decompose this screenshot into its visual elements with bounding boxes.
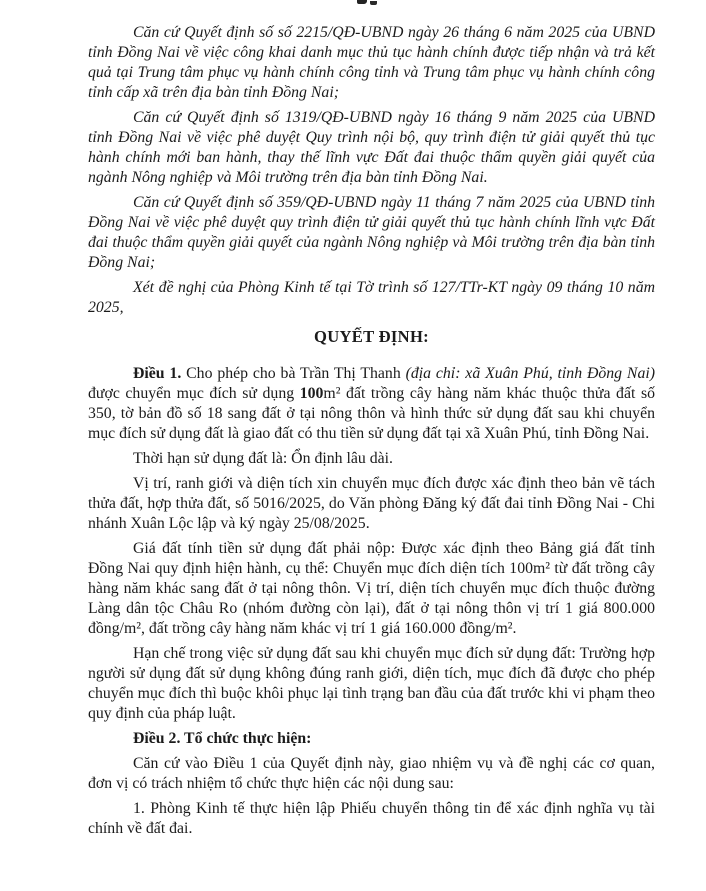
preamble-proposal-clause: Xét đề nghị của Phòng Kinh tế tại Tờ trình số 127/TTr-KT ngày 09 tháng 10 năm 2025, — [88, 279, 655, 316]
decision-heading: QUYẾT ĐỊNH: — [313, 327, 430, 346]
article1-text-rest: m² đất trồng cây hàng năm khác thuộc thửa đất số 350, tờ bản đồ số 18 sang đất ở tại nông thôn và hình thức sử dụng đất sau khi chuyển mục đích sử dụng đất là giao đất có thu tiền sử dụng đất tại xã Xuân Phú, tỉnh Đồng Nai. — [88, 385, 655, 442]
article2-heading: Điều 2. Tổ chức thực hiện: — [133, 730, 312, 747]
decision-document-page — [88, 23, 655, 844]
article2-intro-clause: Căn cứ vào Điều 1 của Quyết định này, giao nhiệm vụ và đề nghị các cơ quan, đơn vị có trách nhiệm tổ chức thực hiện các nội dung sau: — [88, 755, 655, 792]
article2-item-1: 1. Phòng Kinh tế thực hiện lập Phiếu chuyển thông tin để xác định nghĩa vụ tài chính về đất đai. — [88, 800, 655, 837]
article1-location-clause: Vị trí, ranh giới và diện tích xin chuyển mục đích được xác định theo bản vẽ tách thửa đất, hợp thửa đất, số 5016/2025, do Văn phòng Đăng ký đất đai tỉnh Đồng Nai - Chi nhánh Xuân Lộc lập và ký ngày 25/08/2025. — [88, 475, 655, 532]
cutoff-glyph-mark — [357, 0, 367, 4]
preamble-citation-1319: Căn cứ Quyết định số 1319/QĐ-UBND ngày 16 tháng 9 năm 2025 của UBND tỉnh Đồng Nai về việc phê duyệt Quy trình nội bộ, quy trình điện tử giải quyết thủ tục hành chính mới ban hành, thay thế lĩnh vực Đất đai thuộc thẩm quyền giải quyết của ngành Nông nghiệp và Môi trường trên địa bàn tỉnh Đồng Nai. — [88, 109, 655, 186]
article1-restriction-clause: Hạn chế trong việc sử dụng đất sau khi chuyển mục đích sử dụng đất: Trường hợp người sử dụng đất sử dụng không đúng ranh giới, diện tích, mục đích đã được cho phép chuyển mục đích thì buộc khôi phục lại tình trạng ban đầu của đất trước khi vi phạm theo quy định của pháp luật. — [88, 645, 655, 722]
article1-text-mid: được chuyển mục đích sử dụng — [88, 385, 300, 402]
article1-duration-clause: Thời hạn sử dụng đất là: Ổn định lâu dài. — [133, 450, 393, 467]
cutoff-text-fragment — [357, 0, 379, 6]
article1-text-intro: Cho phép cho bà Trần Thị Thanh — [181, 365, 406, 382]
preamble-citation-2215: Căn cứ Quyết định số số 2215/QĐ-UBND ngày 26 tháng 6 năm 2025 của UBND tỉnh Đồng Nai về việc công khai danh mục thủ tục hành chính được tiếp nhận và trả kết quả tại Trung tâm phục vụ hành chính công tỉnh và Trung tâm phục vụ hành chính công tỉnh cấp xã trên địa bàn tỉnh Đồng Nai; — [88, 24, 655, 101]
article1-area-value: 100 — [299, 385, 324, 402]
article1-main-clause — [88, 364, 655, 444]
article1-label: Điều 1. — [133, 365, 182, 382]
cutoff-glyph-mark — [370, 1, 377, 5]
article1-price-clause: Giá đất tính tiền sử dụng đất phải nộp: Được xác định theo Bảng giá đất tỉnh Đồng Nai quy định hiện hành, cụ thể: Chuyển mục đích diện tích 100m² từ đất trồng cây hàng năm khác sang đất ở tại nông thôn. Vị trí, diện tích chuyển mục đích thuộc đường Làng dân tộc Châu Ro (nhóm đường còn lại), đất ở tại nông thôn vị trí 1 giá 800.000 đồng/m², đất trồng cây hàng năm khác vị trí 1 giá 160.000 đồng/m². — [88, 540, 655, 637]
article1-address: (địa chỉ: xã Xuân Phú, tỉnh Đồng Nai) — [405, 365, 655, 382]
preamble-citation-359: Căn cứ Quyết định số 359/QĐ-UBND ngày 11 tháng 7 năm 2025 của UBND tỉnh Đồng Nai về việc phê duyệt quy trình điện tử giải quyết thủ tục hành chính lĩnh vực Đất đai thuộc thẩm quyền giải quyết của ngành Nông nghiệp và Môi trường trên địa bàn tỉnh Đồng Nai; — [88, 194, 655, 271]
